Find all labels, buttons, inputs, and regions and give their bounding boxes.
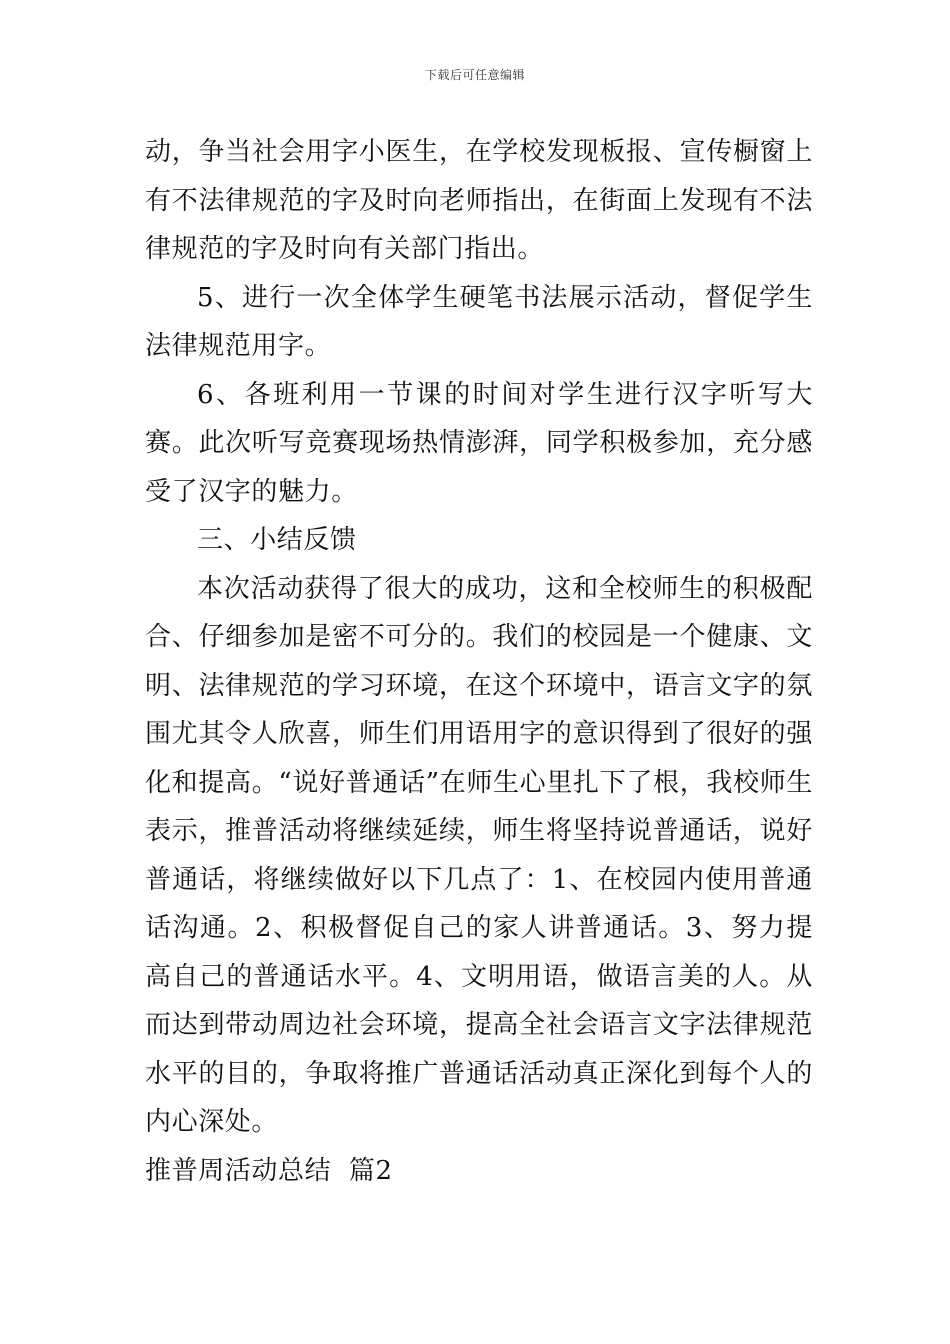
paragraph-continuation: 动，争当社会用字小医生，在学校发现板报、宣传橱窗上有不法律规范的字及时向老师指出，在街面上发现有不法律规范的字及时向有关部门指出。	[145, 137, 813, 264]
page-header-note: 下载后可任意编辑	[424, 68, 525, 82]
document-body	[145, 128, 813, 1195]
paragraph-item-5: 5、进行一次全体学生硬笔书法展示活动，督促学生法律规范用字。	[145, 282, 813, 361]
paragraph-summary: 本次活动获得了很大的成功，这和全校师生的积极配合、仔细参加是密不可分的。我们的校园是一个健康、文明、法律规范的学习环境，在这个环境中，语言文字的氛围尤其令人欣喜，师生们用语用字的意识得到了很好的强化和提高。“说好普通话”在师生心里扎下了根，我校师生表示，推普活动将继续延续，师生将坚持说普通话，说好普通话，将继续做好以下几点了：1、在校园内使用普通话沟通。2、积极督促自己的家人讲普通话。3、努力提高自己的普通话水平。4、文明用语，做语言美的人。从而达到带动周边社会环境，提高全社会语言文字法律规范水平的目的，争取将推广普通话活动真正深化到每个人的内心深处。	[145, 573, 813, 1137]
paragraph-item-6: 6、各班利用一节课的时间对学生进行汉字听写大赛。此次听写竞赛现场热情澎湃，同学积极参加，充分感受了汉字的魅力。	[145, 379, 813, 507]
section-title: 推普周活动总结 篇2	[145, 1155, 393, 1186]
subheading-summary: 三、小结反馈	[197, 525, 357, 555]
